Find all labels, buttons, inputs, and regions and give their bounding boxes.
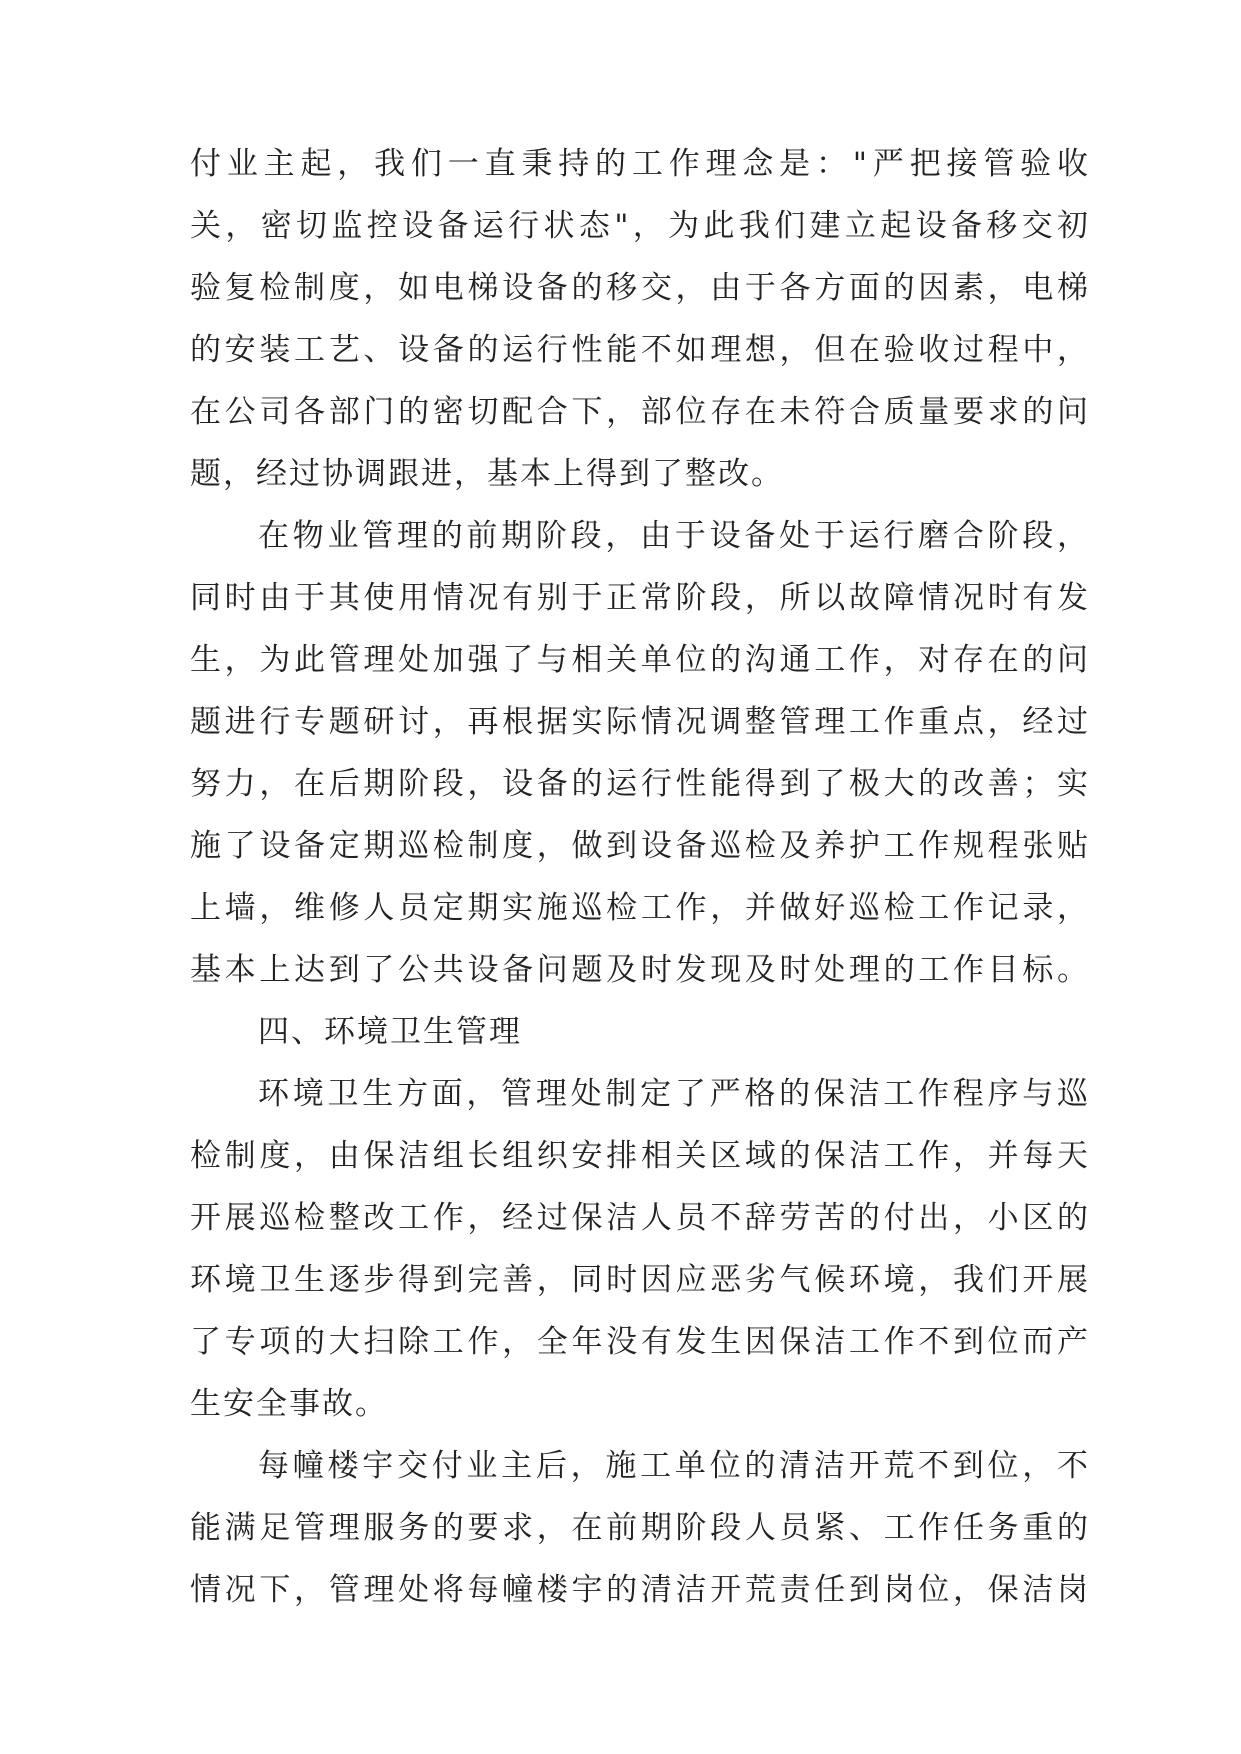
text-line: 每幢楼宇交付业主后，施工单位的清洁开荒不到位，不 [258, 1448, 1090, 1484]
text-line: 题进行专题研讨，再根据实际情况调整管理工作重点，经过 [190, 704, 1090, 740]
text-line: 能满足管理服务的要求，在前期阶段人员紧、工作任务重的 [190, 1510, 1090, 1546]
text-line: 验复检制度，如电梯设备的移交，由于各方面的因素，电梯 [190, 270, 1090, 306]
text-line: 检制度，由保洁组长组织安排相关区域的保洁工作，并每天 [190, 1138, 1090, 1174]
text-line: 上墙，维修人员定期实施巡检工作，并做好巡检工作记录， [190, 890, 1090, 926]
text-line: 题，经过协调跟进，基本上得到了整改。 [190, 456, 784, 492]
text-line: 的安装工艺、设备的运行性能不如理想，但在验收过程中， [190, 332, 1090, 368]
text-line: 情况下，管理处将每幢楼宇的清洁开荒责任到岗位，保洁岗 [190, 1572, 1090, 1608]
text-line: 了专项的大扫除工作，全年没有发生因保洁工作不到位而产 [190, 1324, 1090, 1360]
text-line: 环境卫生方面，管理处制定了严格的保洁工作程序与巡 [258, 1076, 1090, 1112]
text-line: 付业主起，我们一直秉持的工作理念是："严把接管验收 [190, 146, 1090, 182]
text-line: 施了设备定期巡检制度，做到设备巡检及养护工作规程张贴 [190, 828, 1090, 864]
text-line: 生，为此管理处加强了与相关单位的沟通工作，对存在的问 [190, 642, 1090, 678]
text-line: 同时由于其使用情况有别于正常阶段，所以故障情况时有发 [190, 580, 1090, 616]
text-line: 环境卫生逐步得到完善，同时因应恶劣气候环境，我们开展 [190, 1262, 1090, 1298]
text-line: 关，密切监控设备运行状态"，为此我们建立起设备移交初 [190, 208, 1090, 244]
section-heading: 四、环境卫生管理 [258, 1014, 522, 1050]
text-line: 生安全事故。 [190, 1386, 388, 1422]
text-line: 在物业管理的前期阶段，由于设备处于运行磨合阶段， [258, 518, 1090, 554]
text-line: 努力，在后期阶段，设备的运行性能得到了极大的改善；实 [190, 766, 1090, 802]
text-line: 基本上达到了公共设备问题及时发现及时处理的工作目标。 [190, 952, 1090, 988]
text-line: 开展巡检整改工作，经过保洁人员不辞劳苦的付出，小区的 [190, 1200, 1090, 1236]
text-line: 在公司各部门的密切配合下，部位存在未符合质量要求的问 [190, 394, 1090, 430]
